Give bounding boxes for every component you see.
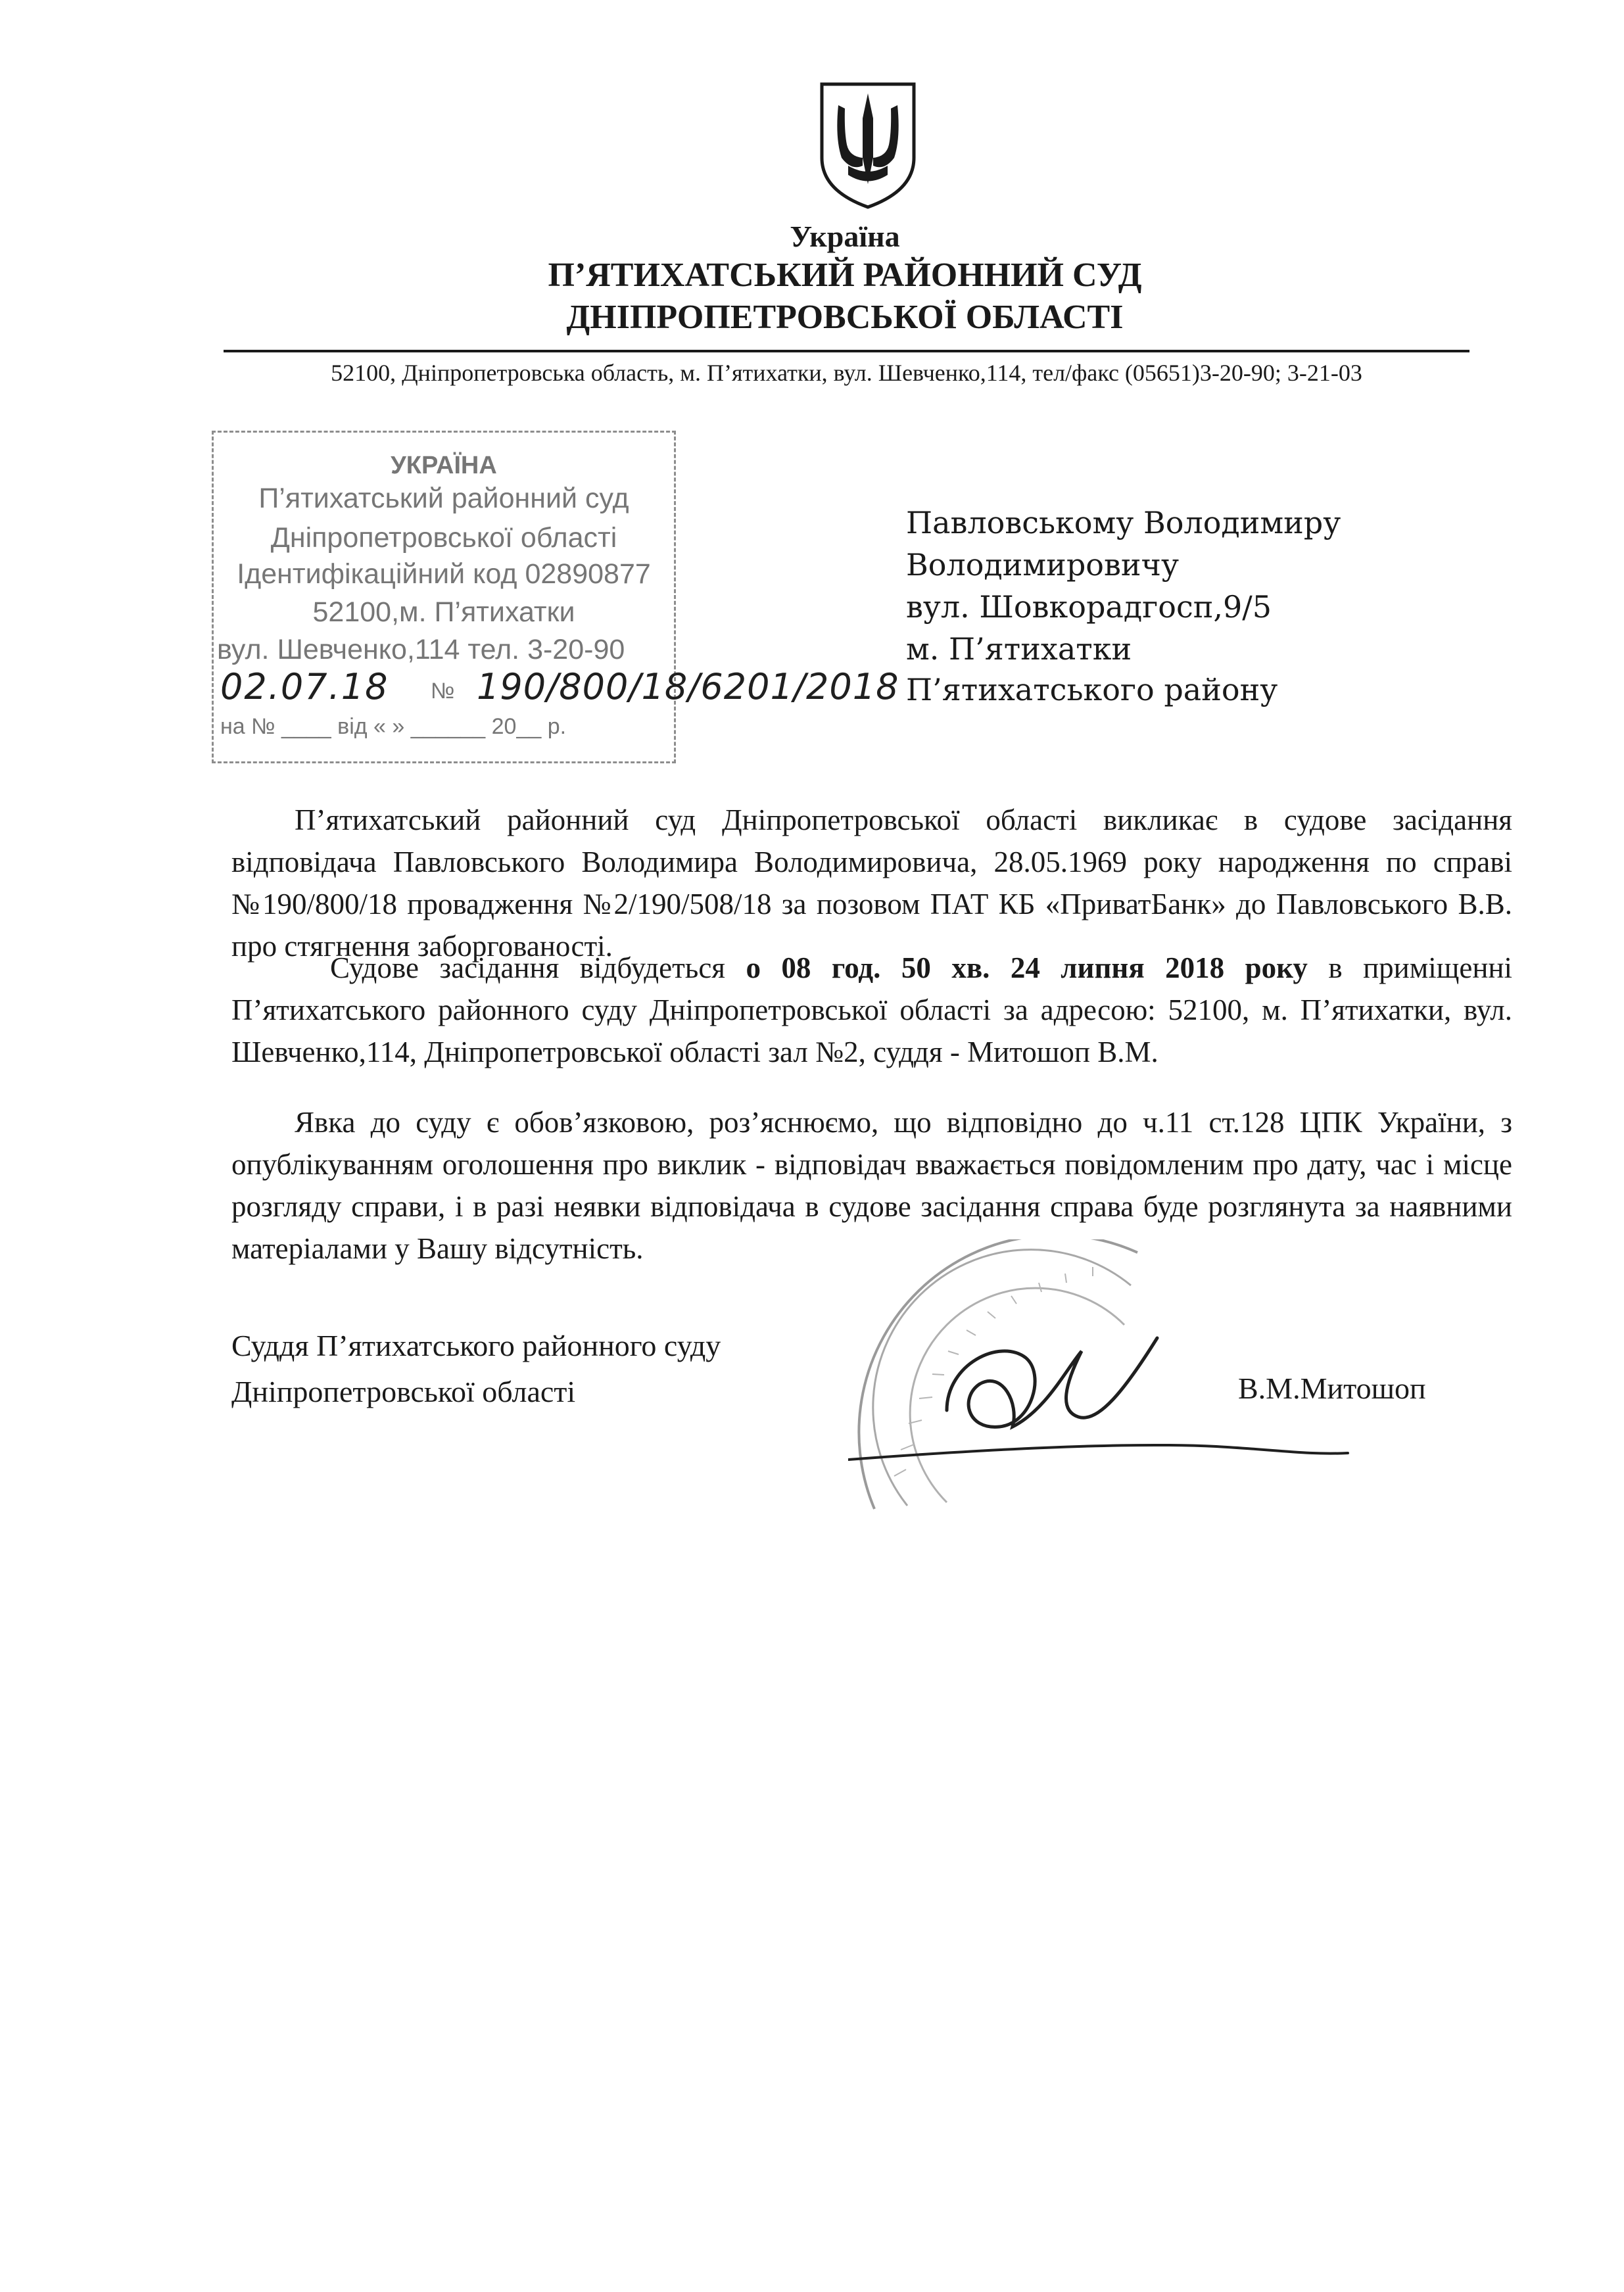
- paragraph-text: Явка до суду є обов’язковою, роз’яснюємо, що відповідно до ч.11 ст.128 ЦПК України, з опублікуванням оголошення про виклик - відповідач вважається повідомленим про дату, час і місце розгляду справи, і в разі неявки відповідача в судове засідання справа буде розглянута за наявними матеріалами у Вашу відсутність.: [231, 1106, 1512, 1265]
- addressee-line: Павловському Володимиру: [906, 505, 1341, 540]
- stamp-registration-row: [220, 666, 899, 707]
- signatory-title: Суддя П’ятихатського районного суду: [231, 1329, 721, 1362]
- paragraph-text: в приміщенні П’ятихатського районного суду Дніпропетровської області за адресою: 52100, м. П’ятихатки, вул. Шевченко,114, Дніпропетровської області зал №2, суддя - Митошоп В.М.: [231, 951, 1513, 1068]
- handwritten-registration-date: 02.07.18: [220, 666, 389, 707]
- stamp-reference-row: на № ____ від « » ______ 20__ р.: [220, 714, 567, 739]
- coat-of-arms-emblem: [815, 79, 920, 210]
- court-name-heading: П’ЯТИХАТСЬКИЙ РАЙОННИЙ СУД: [548, 256, 1142, 294]
- paragraph-text: П’ятихатський районний суд Дніпропетровської області викликає в судове засідання відповідача Павловського Володимира Володимировича, 28.05.1969 року народження по справі №190/800/18 провадження №2/190/508/18 за позовом ПАТ КБ «ПриватБанк» до Павловського В.В. про стягнення заборгованості.: [231, 803, 1512, 963]
- handwritten-registration-number: 190/800/18/6201/2018: [477, 666, 899, 707]
- addressee-line: Володимировичу: [906, 547, 1180, 583]
- court-address: 52100, Дніпропетровська область, м. П’ятихатки, вул. Шевченко,114, тел/факс (05651)3-20-90; 3-21-03: [331, 360, 1362, 386]
- judge-name: В.М.Митошоп: [1238, 1372, 1426, 1405]
- signatory-region: Дніпропетровської області: [231, 1375, 576, 1408]
- summons-paragraph: [231, 799, 1512, 967]
- addressee-line: вул. Шовкорадгосп,9/5: [906, 589, 1272, 625]
- hearing-date-paragraph: [231, 947, 1512, 1073]
- stamp-line: 52100,м. П’ятихатки: [312, 596, 575, 628]
- country-heading: Україна: [790, 220, 900, 253]
- stamp-number-label: №: [431, 679, 455, 704]
- court-region-heading: ДНІПРОПЕТРОВСЬКОЇ ОБЛАСТІ: [566, 298, 1124, 336]
- stamp-title: УКРАЇНА: [391, 452, 497, 479]
- stamp-line: вул. Шевченко,114 тел. 3-20-90: [217, 634, 625, 665]
- registration-stamp: [212, 431, 899, 763]
- stamp-line: Ідентифікаційний код 02890877: [237, 558, 651, 590]
- addressee-line: м. П’ятихатки: [906, 631, 1132, 667]
- hearing-date-time: о 08 год. 50 хв. 24 липня 2018 року: [746, 951, 1308, 984]
- stamp-line: П’ятихатський районний суд: [258, 483, 629, 514]
- stamp-line: Дніпропетровської області: [270, 522, 617, 554]
- paragraph-text: Судове засідання відбудеться: [330, 951, 746, 984]
- addressee-line: П’ятихатського району: [906, 672, 1278, 707]
- header-divider: [224, 350, 1469, 352]
